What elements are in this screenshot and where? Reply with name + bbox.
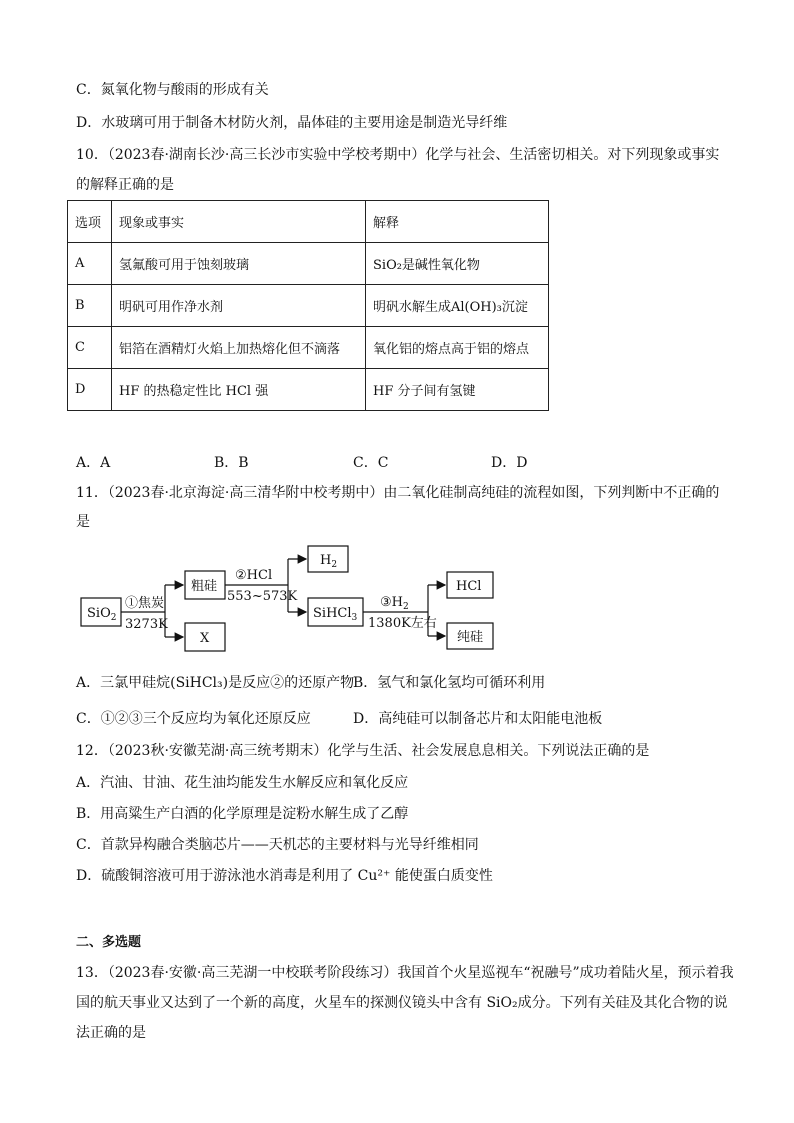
table-cell: 明矾水解生成Al(OH)₃沉淀 <box>366 285 549 327</box>
q12-option-b[interactable]: B．用高粱生产白酒的化学原理是淀粉水解生成了乙醇 <box>76 806 409 822</box>
table-cell: 明矾可用作净水剂 <box>112 285 366 327</box>
q11-option-b[interactable]: B．氢气和氯化氢均可循环利用 <box>353 675 546 691</box>
table-header-cell: 现象或事实 <box>112 201 366 243</box>
q10-table <box>67 200 549 411</box>
sio2-label: SiO$_2$ <box>87 606 117 623</box>
q9-option-c: C．氮氧化物与酸雨的形成有关 <box>76 82 269 98</box>
table-cell: 氧化铝的熔点高于铝的熔点 <box>366 327 549 369</box>
step2-condition: 553~573K <box>227 589 298 604</box>
q10-stem-line2: 的解释正确的是 <box>76 177 174 193</box>
q12-option-c[interactable]: C．首款异构融合类脑芯片——天机芯的主要材料与光导纤维相同 <box>76 837 479 853</box>
q12-stem: 12．（2023秋·安徽芜湖·高三统考期末）化学与生活、社会发展息息相关。下列说法正确的是 <box>76 743 650 759</box>
q11-option-c[interactable]: C．①②③三个反应均为氧化还原反应 <box>76 711 311 727</box>
table-header-cell: 选项 <box>68 201 112 243</box>
q9-option-d: D．水玻璃可用于制备木材防火剂，晶体硅的主要用途是制造光导纤维 <box>76 115 508 131</box>
table-row <box>68 369 549 411</box>
q10-option-c[interactable]: C．C <box>353 455 389 471</box>
hcl-label: HCl <box>456 579 482 594</box>
table-cell: HF 的热稳定性比 HCl 强 <box>112 369 366 411</box>
pure-silicon-label: 纯硅 <box>457 630 484 645</box>
table-cell: B <box>68 285 112 327</box>
q12-option-d[interactable]: D．硫酸铜溶液可用于游泳池水消毒是利用了 Cu²⁺ 能使蛋白质变性 <box>76 868 493 884</box>
q10-option-a[interactable]: A．A <box>76 455 111 471</box>
table-row <box>68 243 549 285</box>
q13-stem-line1: 13．（2023春·安徽·高三芜湖一中校联考阶段练习）我国首个火星巡视车“祝融号”成功着陆火星，预示着我 <box>76 965 734 981</box>
silicon-flow-diagram <box>75 538 505 656</box>
table-header-row <box>68 201 549 243</box>
q11-option-d[interactable]: D．高纯硅可以制备芯片和太阳能电池板 <box>353 711 603 727</box>
table-row <box>68 285 549 327</box>
q10-option-b[interactable]: B．B <box>214 455 249 471</box>
section-title: 二、多选题 <box>76 935 142 950</box>
q12-option-a[interactable]: A．汽油、甘油、花生油均能发生水解反应和氧化反应 <box>76 775 409 791</box>
step3-condition: 1380K左右 <box>368 616 437 631</box>
q10-option-d[interactable]: D．D <box>491 455 528 471</box>
step1-reagent: ①焦炭 <box>125 596 165 611</box>
x-label: X <box>200 631 210 646</box>
table-cell: C <box>68 327 112 369</box>
q10-stem-line1: 10．（2023春·湖南长沙·高三长沙市实验中学校考期中）化学与社会、生活密切相关。对下列现象或事实 <box>76 147 720 163</box>
step1-condition: 3273K <box>125 617 168 632</box>
table-cell: 氢氟酸可用于蚀刻玻璃 <box>112 243 366 285</box>
step3-reagent: $③H_2$ <box>380 595 409 612</box>
q11-option-a[interactable]: A．三氯甲硅烷(SiHCl₃)是反应②的还原产物 <box>76 675 355 691</box>
h2-label: $H_2$ <box>320 553 338 570</box>
table-cell: 铝箔在酒精灯火焰上加热熔化但不滴落 <box>112 327 366 369</box>
table-cell: D <box>68 369 112 411</box>
table-cell: A <box>68 243 112 285</box>
sihcl3-label: SiHCl$_3$ <box>313 606 358 623</box>
table-cell: HF 分子间有氢键 <box>366 369 549 411</box>
table-row <box>68 327 549 369</box>
table-cell: SiO₂是碱性氧化物 <box>366 243 549 285</box>
q11-stem-line2: 是 <box>76 514 90 530</box>
step2-reagent: ②HCl <box>235 568 273 583</box>
crude-silicon-label: 粗硅 <box>191 579 218 594</box>
table-header-cell: 解释 <box>366 201 549 243</box>
q11-stem-line1: 11．（2023春·北京海淀·高三清华附中校考期中）由二氧化硅制高纯硅的流程如图，下列判断中不正确的 <box>76 485 720 501</box>
q13-stem-line3: 法正确的是 <box>76 1025 146 1041</box>
q13-stem-line2: 国的航天事业又达到了一个新的高度，火星车的探测仪镜头中含有 SiO₂成分。下列有关硅及其化合物的说 <box>76 995 728 1011</box>
